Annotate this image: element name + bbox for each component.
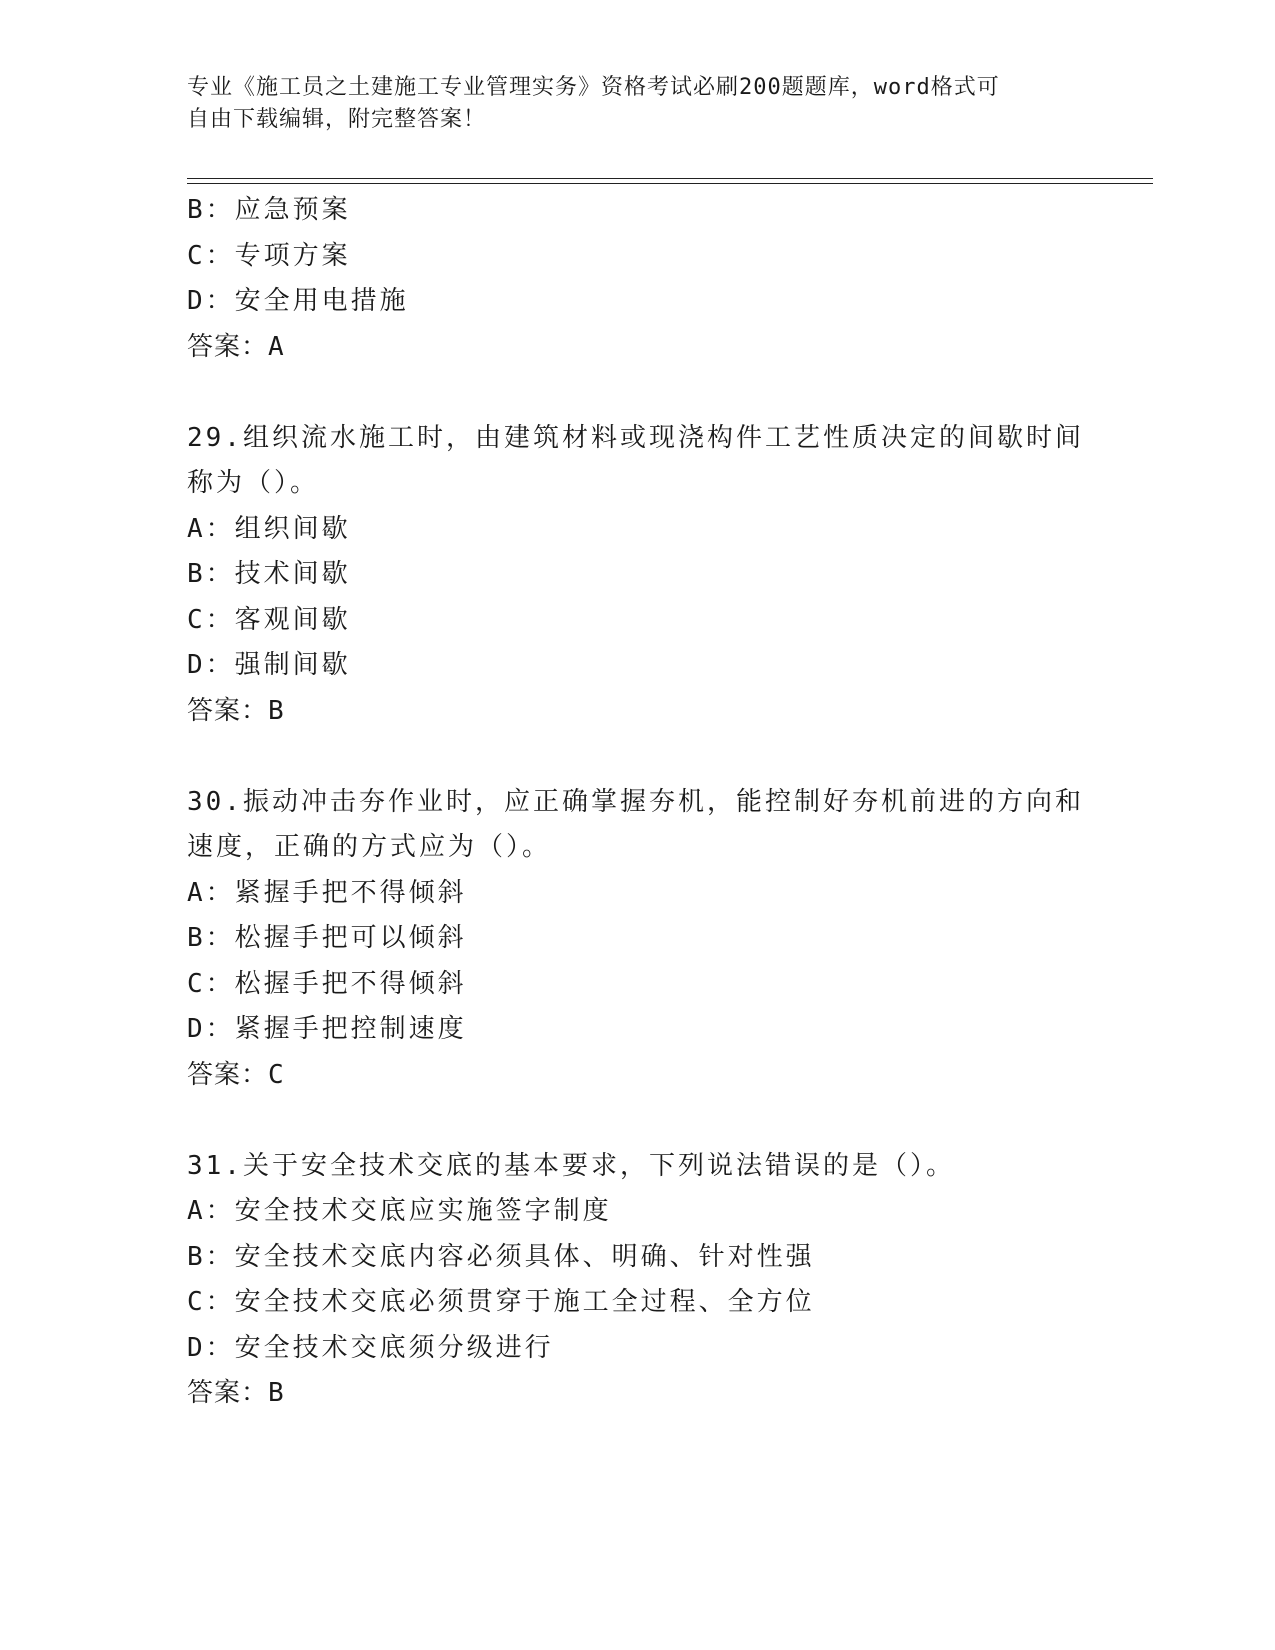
page-header <box>187 72 1067 136</box>
header-line-2: 自由下载编辑，附完整答案！ <box>187 107 487 132</box>
option-a: A：紧握手把不得倾斜 <box>187 877 467 908</box>
header-line-1: 专业《施工员之土建施工专业管理实务》资格考试必刷200题题库，word格式可 <box>187 75 1000 100</box>
option-b: B：松握手把可以倾斜 <box>187 923 467 953</box>
question-stem: 31.关于安全技术交底的基本要求，下列说法错误的是（）。 <box>187 1150 955 1181</box>
option-c: C：专项方案 <box>187 240 351 271</box>
answer: 答案：B <box>187 695 285 726</box>
option-d: D：紧握手把控制速度 <box>187 1014 467 1044</box>
question-stem: 称为（）。 <box>187 468 320 498</box>
option-d: D：安全用电措施 <box>187 286 409 316</box>
option-c: C：松握手把不得倾斜 <box>187 968 467 999</box>
answer: 答案：C <box>187 1059 285 1090</box>
question-stem: 速度，正确的方式应为（）。 <box>187 832 552 862</box>
option-a: A：组织间歇 <box>187 513 351 544</box>
question-31 <box>187 1144 1153 1417</box>
question-stem: 30.振动冲击夯作业时，应正确掌握夯机，能控制好夯机前进的方向和 <box>187 786 1084 817</box>
question-30 <box>187 780 1153 1099</box>
question-content <box>187 188 1153 1417</box>
question-stem: 29.组织流水施工时，由建筑材料或现浇构件工艺性质决定的间歇时间 <box>187 422 1084 453</box>
option-c: C：安全技术交底必须贯穿于施工全过程、全方位 <box>187 1287 815 1317</box>
answer: 答案：A <box>187 331 285 362</box>
option-d: D：强制间歇 <box>187 650 351 680</box>
question-29 <box>187 416 1153 735</box>
option-c: C：客观间歇 <box>187 604 351 635</box>
option-b: B：应急预案 <box>187 195 351 225</box>
option-b: B：安全技术交底内容必须具体、明确、针对性强 <box>187 1241 815 1272</box>
answer: 答案：B <box>187 1378 285 1408</box>
option-a: A：安全技术交底应实施签字制度 <box>187 1196 612 1226</box>
option-d: D：安全技术交底须分级进行 <box>187 1332 554 1363</box>
option-b: B：技术间歇 <box>187 559 351 589</box>
continued-question <box>187 188 1153 370</box>
header-double-rule <box>187 178 1153 184</box>
